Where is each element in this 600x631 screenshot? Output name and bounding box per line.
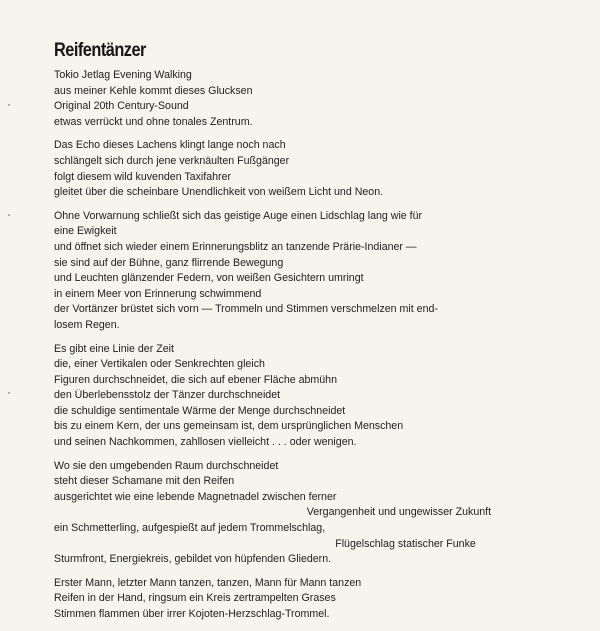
poem-line: sie sind auf der Bühne, ganz flirrende Bewegung bbox=[54, 256, 284, 269]
stanza bbox=[54, 342, 574, 451]
poem-line: und Leuchten glänzender Federn, von weißen Gesichtern umringt bbox=[54, 272, 364, 285]
poem-line: losem Regen. bbox=[54, 318, 120, 331]
poem-line: steht dieser Schamane mit den Reifen bbox=[54, 475, 235, 488]
poem-line: die schuldige sentimentale Wärme der Menge durchschneidet bbox=[54, 404, 346, 417]
poem-line: schlängelt sich durch jene verknäulten Fußgänger bbox=[54, 154, 290, 167]
poem-line: folgt diesem wild kuvenden Taxifahrer bbox=[54, 170, 232, 183]
poem-line: Original 20th Century-Sound bbox=[54, 100, 189, 113]
poem-line: Sturmfront, Energiekreis, gebildet von hüpfenden Gliedern. bbox=[54, 553, 332, 566]
poem-line: ausgerichtet wie eine lebende Magnetnadel zwischen ferner bbox=[54, 490, 337, 503]
poem-line: Stimmen flammen über irrer Kojoten-Herzschlag-Trommel. bbox=[54, 608, 330, 620]
poem-line: der Vortänzer brüstet sich vorn — Trommeln und Stimmen verschmelzen mit end- bbox=[54, 303, 438, 316]
poem-line: und seinen Nachkommen, zahllosen vielleicht . . . oder wenigen. bbox=[54, 436, 357, 449]
page-mark bbox=[8, 214, 10, 216]
poem-line: in einem Meer von Erinnerung schwimmend bbox=[54, 287, 262, 300]
poem-line: den Überlebensstolz der Tänzer durchschneidet bbox=[54, 389, 281, 402]
page-mark bbox=[8, 104, 10, 106]
poem-line: Reifen in der Hand, ringsum ein Kreis zertrampelten Grases bbox=[54, 592, 336, 605]
poem-line: etwas verrückt und ohne tonales Zentrum. bbox=[54, 115, 253, 128]
stanza bbox=[54, 138, 574, 200]
poem-line: eine Ewigkeit bbox=[54, 225, 117, 238]
poem-line: Das Echo dieses Lachens klingt lange noch nach bbox=[54, 139, 286, 152]
poem-line: und öffnet sich wieder einem Erinnerungsblitz an tanzende Prärie-Indianer — bbox=[54, 240, 417, 253]
stanza bbox=[54, 68, 574, 130]
poem-line: ein Schmetterling, aufgespießt auf jedem Trommelschlag, bbox=[54, 522, 326, 535]
poem-line: die, einer Vertikalen oder Senkrechten gleich bbox=[54, 358, 265, 371]
stanza bbox=[54, 459, 574, 568]
poem-line: Tokio Jetlag Evening Walking bbox=[54, 69, 192, 81]
poem-line: gleitet über die scheinbare Unendlichkeit von weißem Licht und Neon. bbox=[54, 186, 384, 199]
poem-line: Wo sie den umgebenden Raum durchschneidet bbox=[54, 459, 279, 472]
poem-line: aus meiner Kehle kommt dieses Glucksen bbox=[54, 84, 253, 97]
poem-line: Erster Mann, letzter Mann tanzen, tanzen, Mann für Mann tanzen bbox=[54, 576, 362, 589]
poem-line: Figuren durchschneidet, die sich auf ebener Fläche abmühn bbox=[54, 373, 338, 386]
poem-line: Vergangenheit und ungewisser Zukunft bbox=[306, 506, 492, 519]
poem-line: Flügelschlag statischer Funke bbox=[335, 537, 476, 550]
stanza bbox=[54, 576, 574, 623]
poem-line: Ohne Vorwarnung schließt sich das geistige Auge einen Lidschlag lang wie für bbox=[54, 209, 423, 222]
poem-line: Es gibt eine Linie der Zeit bbox=[54, 342, 174, 355]
poem-line: bis zu einem Kern, der uns gemeinsam ist, dem ursprünglichen Menschen bbox=[54, 420, 404, 433]
page-mark bbox=[8, 392, 10, 394]
poem-title: Reifentänzer bbox=[54, 40, 146, 61]
poem-body bbox=[54, 68, 574, 631]
stanza bbox=[54, 209, 574, 334]
